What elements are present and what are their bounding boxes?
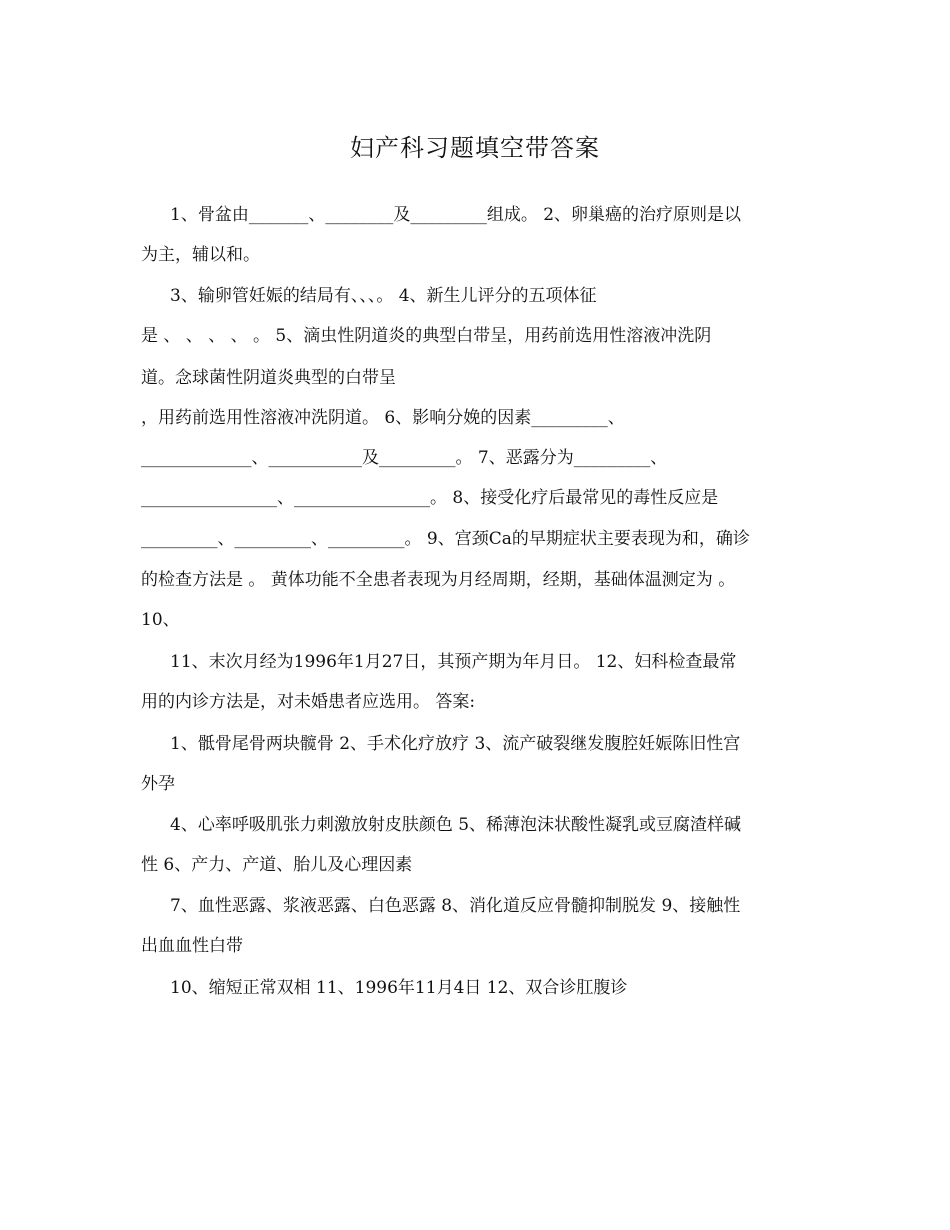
text-line-2: 为主，辅以和。	[141, 245, 260, 265]
text-line-11: 10、	[141, 610, 180, 630]
text-line-8: ________________、________________。 8、接受化疗后最常见的毒性反应是	[141, 488, 719, 508]
text-line-10: 的检查方法是 。 黄体功能不全患者表现为月经周期，经期，基础体温测定为 。	[141, 570, 736, 590]
text-line-15: 外孕	[141, 774, 175, 794]
text-line-18: 7、血性恶露、浆液恶露、白色恶露 8、消化道反应骨髓抑制脱发 9、接触性	[170, 896, 741, 916]
text-line-19: 出血血性白带	[141, 936, 243, 956]
text-line-5: 道。念球菌性阴道炎典型的白带呈	[141, 368, 396, 388]
text-line-3: 3、输卵管妊娠的结局有、、、。 4、新生儿评分的五项体征	[170, 286, 597, 306]
text-line-7: _____________、___________及_________。 7、恶露分为_________、	[141, 448, 668, 468]
text-line-13: 用的内诊方法是，对未婚患者应选用。 答案:	[141, 692, 476, 712]
text-line-14: 1、骶骨尾骨两块髋骨 2、手术化疗放疗 3、流产破裂继发腹腔妊娠陈旧性宫	[170, 734, 741, 754]
text-line-17: 性 6、产力、产道、胎儿及心理因素	[141, 855, 413, 875]
text-line-9: _________、_________、_________。 9、宫颈Ca的早期症状主要表现为和，确诊	[141, 529, 750, 549]
text-line-1: 1、骨盆由_______、________及_________组成。 2、卵巢癌的治疗原则是以	[170, 205, 742, 225]
text-line-4: 是 、 、 、 、 。 5、滴虫性阴道炎的典型白带呈，用药前选用性溶液冲洗阴	[141, 326, 712, 346]
document-title: 妇产科习题填空带答案	[350, 134, 600, 162]
text-line-16: 4、心率呼吸肌张力刺激放射皮肤颜色 5、稀薄泡沫状酸性凝乳或豆腐渣样碱	[170, 815, 742, 835]
text-line-6: ，用药前选用性溶液冲洗阴道。 6、影响分娩的因素_________、	[141, 408, 625, 428]
text-line-20: 10、缩短正常双相 11、1996年11月4日 12、双合诊肛腹诊	[170, 978, 628, 998]
text-line-12: 11、末次月经为1996年1月27日，其预产期为年月日。 12、妇科检查最常	[170, 652, 737, 672]
